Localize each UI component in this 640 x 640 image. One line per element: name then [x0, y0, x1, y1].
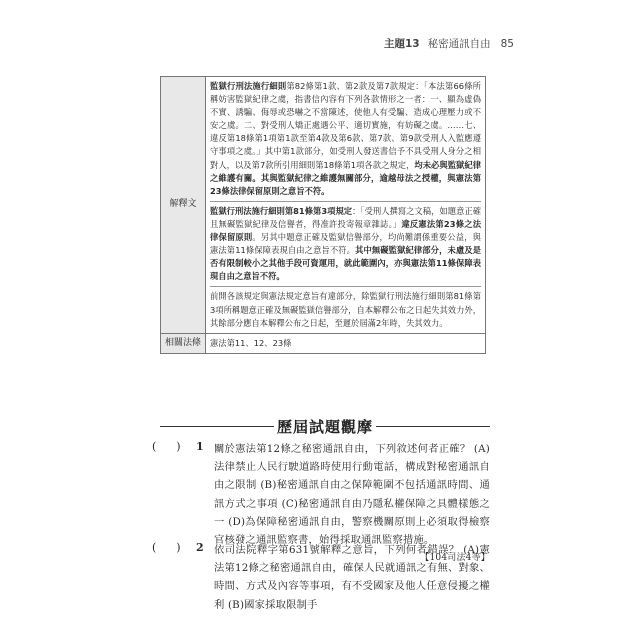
- text-run: ：「受刑人撰寫之文稿，如題意正確且無礙監獄紀律及信譽者，得准許投寄報章雜誌。」: [210, 205, 481, 229]
- bold-text: 違反憲法第23條之法律保留原則: [210, 218, 481, 243]
- topic-title: 秘密通訊自由: [427, 38, 491, 50]
- section-title-text: 歷屆試題觀摩: [276, 418, 373, 436]
- bold-text: 均未必與監獄紀律之維護有關。其與監獄紀律之維護無關部分，逾越母法之授權，與憲法第23條法律保留原則之意旨不符。: [210, 159, 481, 196]
- exam-source: 【104司法4等】: [420, 553, 490, 564]
- topic-label: 主題13: [384, 38, 420, 50]
- section-title: [160, 416, 490, 436]
- question-text: 關於憲法第12條之秘密通訊自由，下列敘述何者正確？ (A)法律禁止人民行駛道路時使用行動電話，構成對秘密通訊自由之限制 (B)秘密通訊自由之保障範圍不包括通訊時間、通訊方式之事項 (C)秘密通訊自由乃隱私權保障之具體樣態之一 (D)為保障秘密通訊自由，警察機關原則上必須取得檢察官核發之通訊監察書，始得採取通訊監察措施。 【104司法4等】: [214, 440, 490, 549]
- paragraph: [210, 202, 481, 288]
- bold-text: 其中無礙監獄紀律部分，未慮及是否有限制較小之其他手段可資運用，就此範圍內，亦與憲法第11條保障表現自由之意旨不符。: [210, 245, 481, 282]
- text-run: 。另其中題意正確及監獄信譽部分，均尚難謂係重要公益，與憲法第11條保障表現自由之意旨不符。: [210, 232, 481, 256]
- row-label: 解釋文: [161, 77, 206, 334]
- row-label: 相關法條: [161, 333, 206, 353]
- answer-blank[interactable]: ( ): [152, 541, 181, 554]
- table-row: [161, 77, 486, 334]
- paragraph: [210, 77, 481, 202]
- answer-blank[interactable]: ( ): [152, 440, 181, 453]
- question-number: 2: [196, 541, 204, 554]
- row-content: [206, 77, 486, 334]
- paragraph: [210, 334, 481, 353]
- table-row: [161, 333, 486, 353]
- text-run: 憲法第11、12、23條: [210, 337, 292, 348]
- question-number: 1: [196, 440, 204, 453]
- bold-text: 監獄行刑法施行細則第81條第3項規定: [210, 205, 353, 216]
- title-rule-right: [376, 426, 490, 427]
- text-run: 第82條第1款、第2款及第7款規定：「本法第66條所稱妨害監獄紀律之虞，指書信內容有下列各款情形之一者：一、顯為虛偽不實、誘騙、侮辱或恐嚇之不當陳述，使他人有受騙、造成心理壓力或不安之虞。二、對受刑人矯正處遇公平、適切實施，有妨礙之虞。……七、違反第18條第1項第1款至第4款及第6款、第7款、第9款受刑人入監應遵守事項之虞。」其中第1款部分，如受刑人發送書信予不具受刑人身分之相對人，以及第7款所引用細則第18條第1項各款之規定，: [210, 81, 481, 170]
- question-text: 依司法院釋字第631號解釋之意旨，下列何者錯誤？ (A)憲法第12條之秘密通訊自由，確保人民就通訊之有無、對象、時間、方式及內容等事項，有不受國家及他人任意侵擾之權利 (B)國家採取限制手: [214, 544, 490, 611]
- bold-text: 監獄行刑法施行細則: [210, 81, 287, 91]
- page-number: 85: [500, 38, 514, 50]
- paragraph: [210, 287, 481, 332]
- interpretation-table: [160, 76, 486, 354]
- question-2: [152, 541, 490, 614]
- text-run: 前開各該規定與憲法規定意旨有違部分，除監獄行刑法施行細則第81條第3項所稱題意正確及無礙監獄信譽部分，自本解釋公布之日起失其效力外，其餘部分應自本解釋公布之日起，至遲於屆滿2年時，失其效力。: [210, 291, 481, 328]
- row-content: [206, 333, 486, 353]
- running-header: [384, 36, 514, 51]
